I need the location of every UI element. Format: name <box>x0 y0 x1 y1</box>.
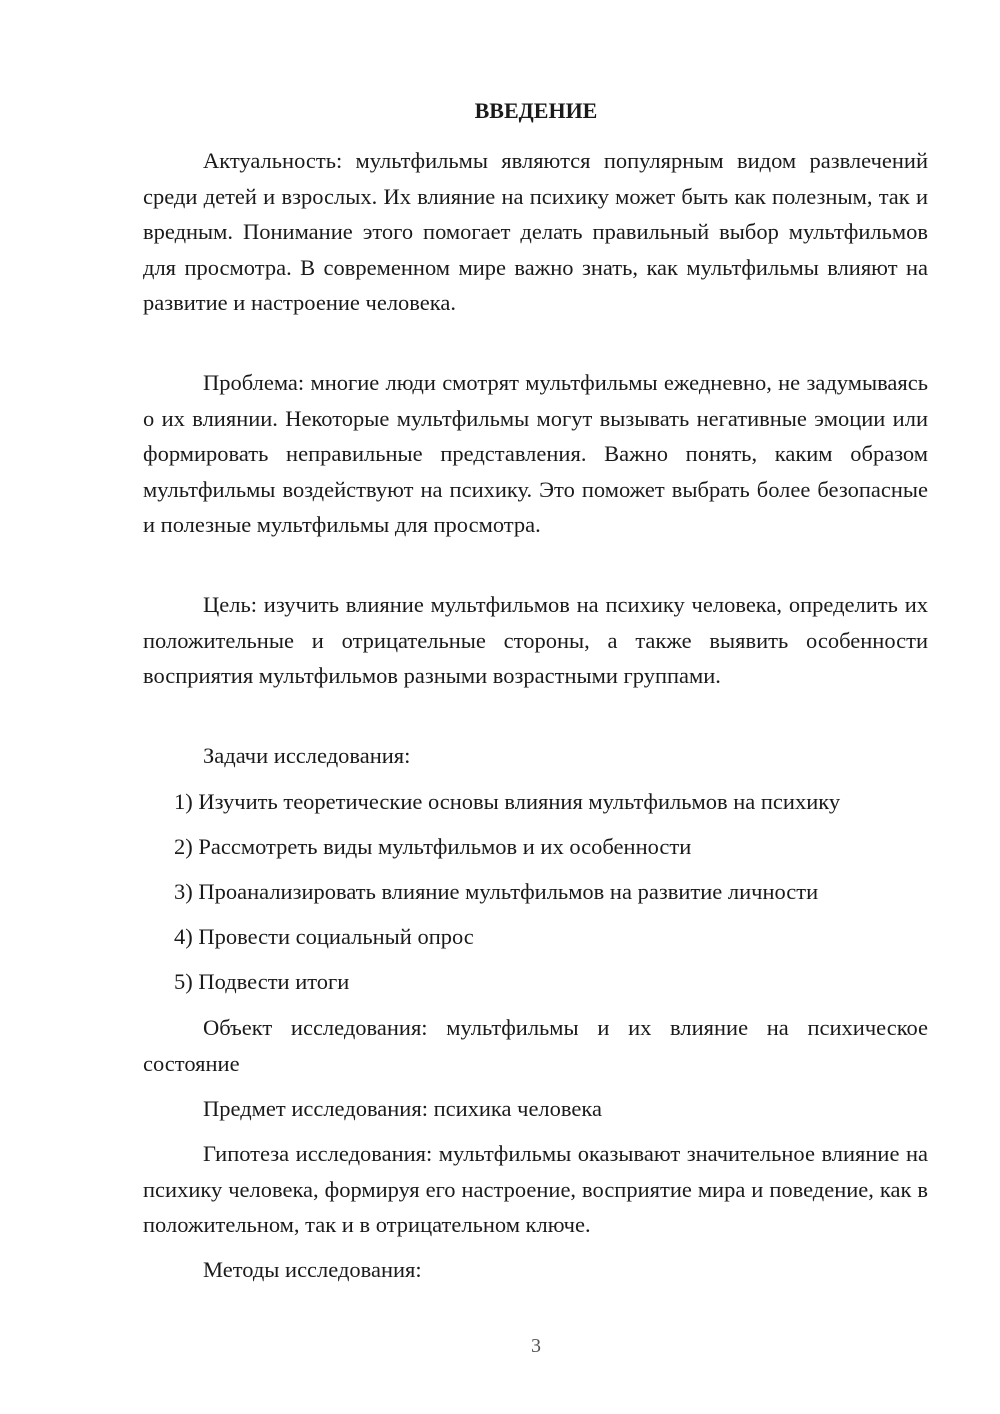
subject-paragraph: Предмет исследования: психика человека <box>203 1096 602 1121</box>
hypothesis-paragraph: Гипотеза исследования: мультфильмы оказывают значительное влияние на психику человека, формируя его настроение, восприятие мира и поведение, как в положительном, так и в отрицательном ключе. <box>143 1141 928 1237</box>
task-list-item: 5) Подвести итоги <box>174 969 350 994</box>
page-number: 3 <box>531 1335 541 1357</box>
relevance-paragraph: Актуальность: мультфильмы являются популярным видом развлечений среди детей и взрослых. Их влияние на психику может быть как полезным, так и вредным. Понимание этого помогает делать правильный выбор мультфильмов для просмотра. В современном мире важно знать, как мультфильмы влияют на развитие и настроение человека. <box>143 148 928 315</box>
goal-paragraph: Цель: изучить влияние мультфильмов на психику человека, определить их положительные и отрицательные стороны, а также выявить особенности восприятия мультфильмов разными возрастными группами. <box>143 592 928 688</box>
task-list-item: 4) Провести социальный опрос <box>174 924 474 949</box>
methods-title: Методы исследования: <box>203 1257 422 1282</box>
task-list-item: 1) Изучить теоретические основы влияния мультфильмов на психику <box>174 789 841 814</box>
task-list-item: 2) Рассмотреть виды мультфильмов и их особенности <box>174 834 692 859</box>
page-title: ВВЕДЕНИЕ <box>474 98 598 123</box>
problem-paragraph: Проблема: многие люди смотрят мультфильмы ежедневно, не задумываясь о их влиянии. Некоторые мультфильмы могут вызывать негативные эмоции или формировать неправильные представления. Важно понять, каким образом мультфильмы воздействуют на психику. Это поможет выбрать более безопасные и полезные мультфильмы для просмотра. <box>143 370 928 537</box>
object-paragraph: Объект исследования: мультфильмы и их влияние на психическое состояние <box>143 1015 928 1076</box>
tasks-title: Задачи исследования: <box>203 743 411 768</box>
task-list-item: 3) Проанализировать влияние мультфильмов на развитие личности <box>174 879 819 904</box>
